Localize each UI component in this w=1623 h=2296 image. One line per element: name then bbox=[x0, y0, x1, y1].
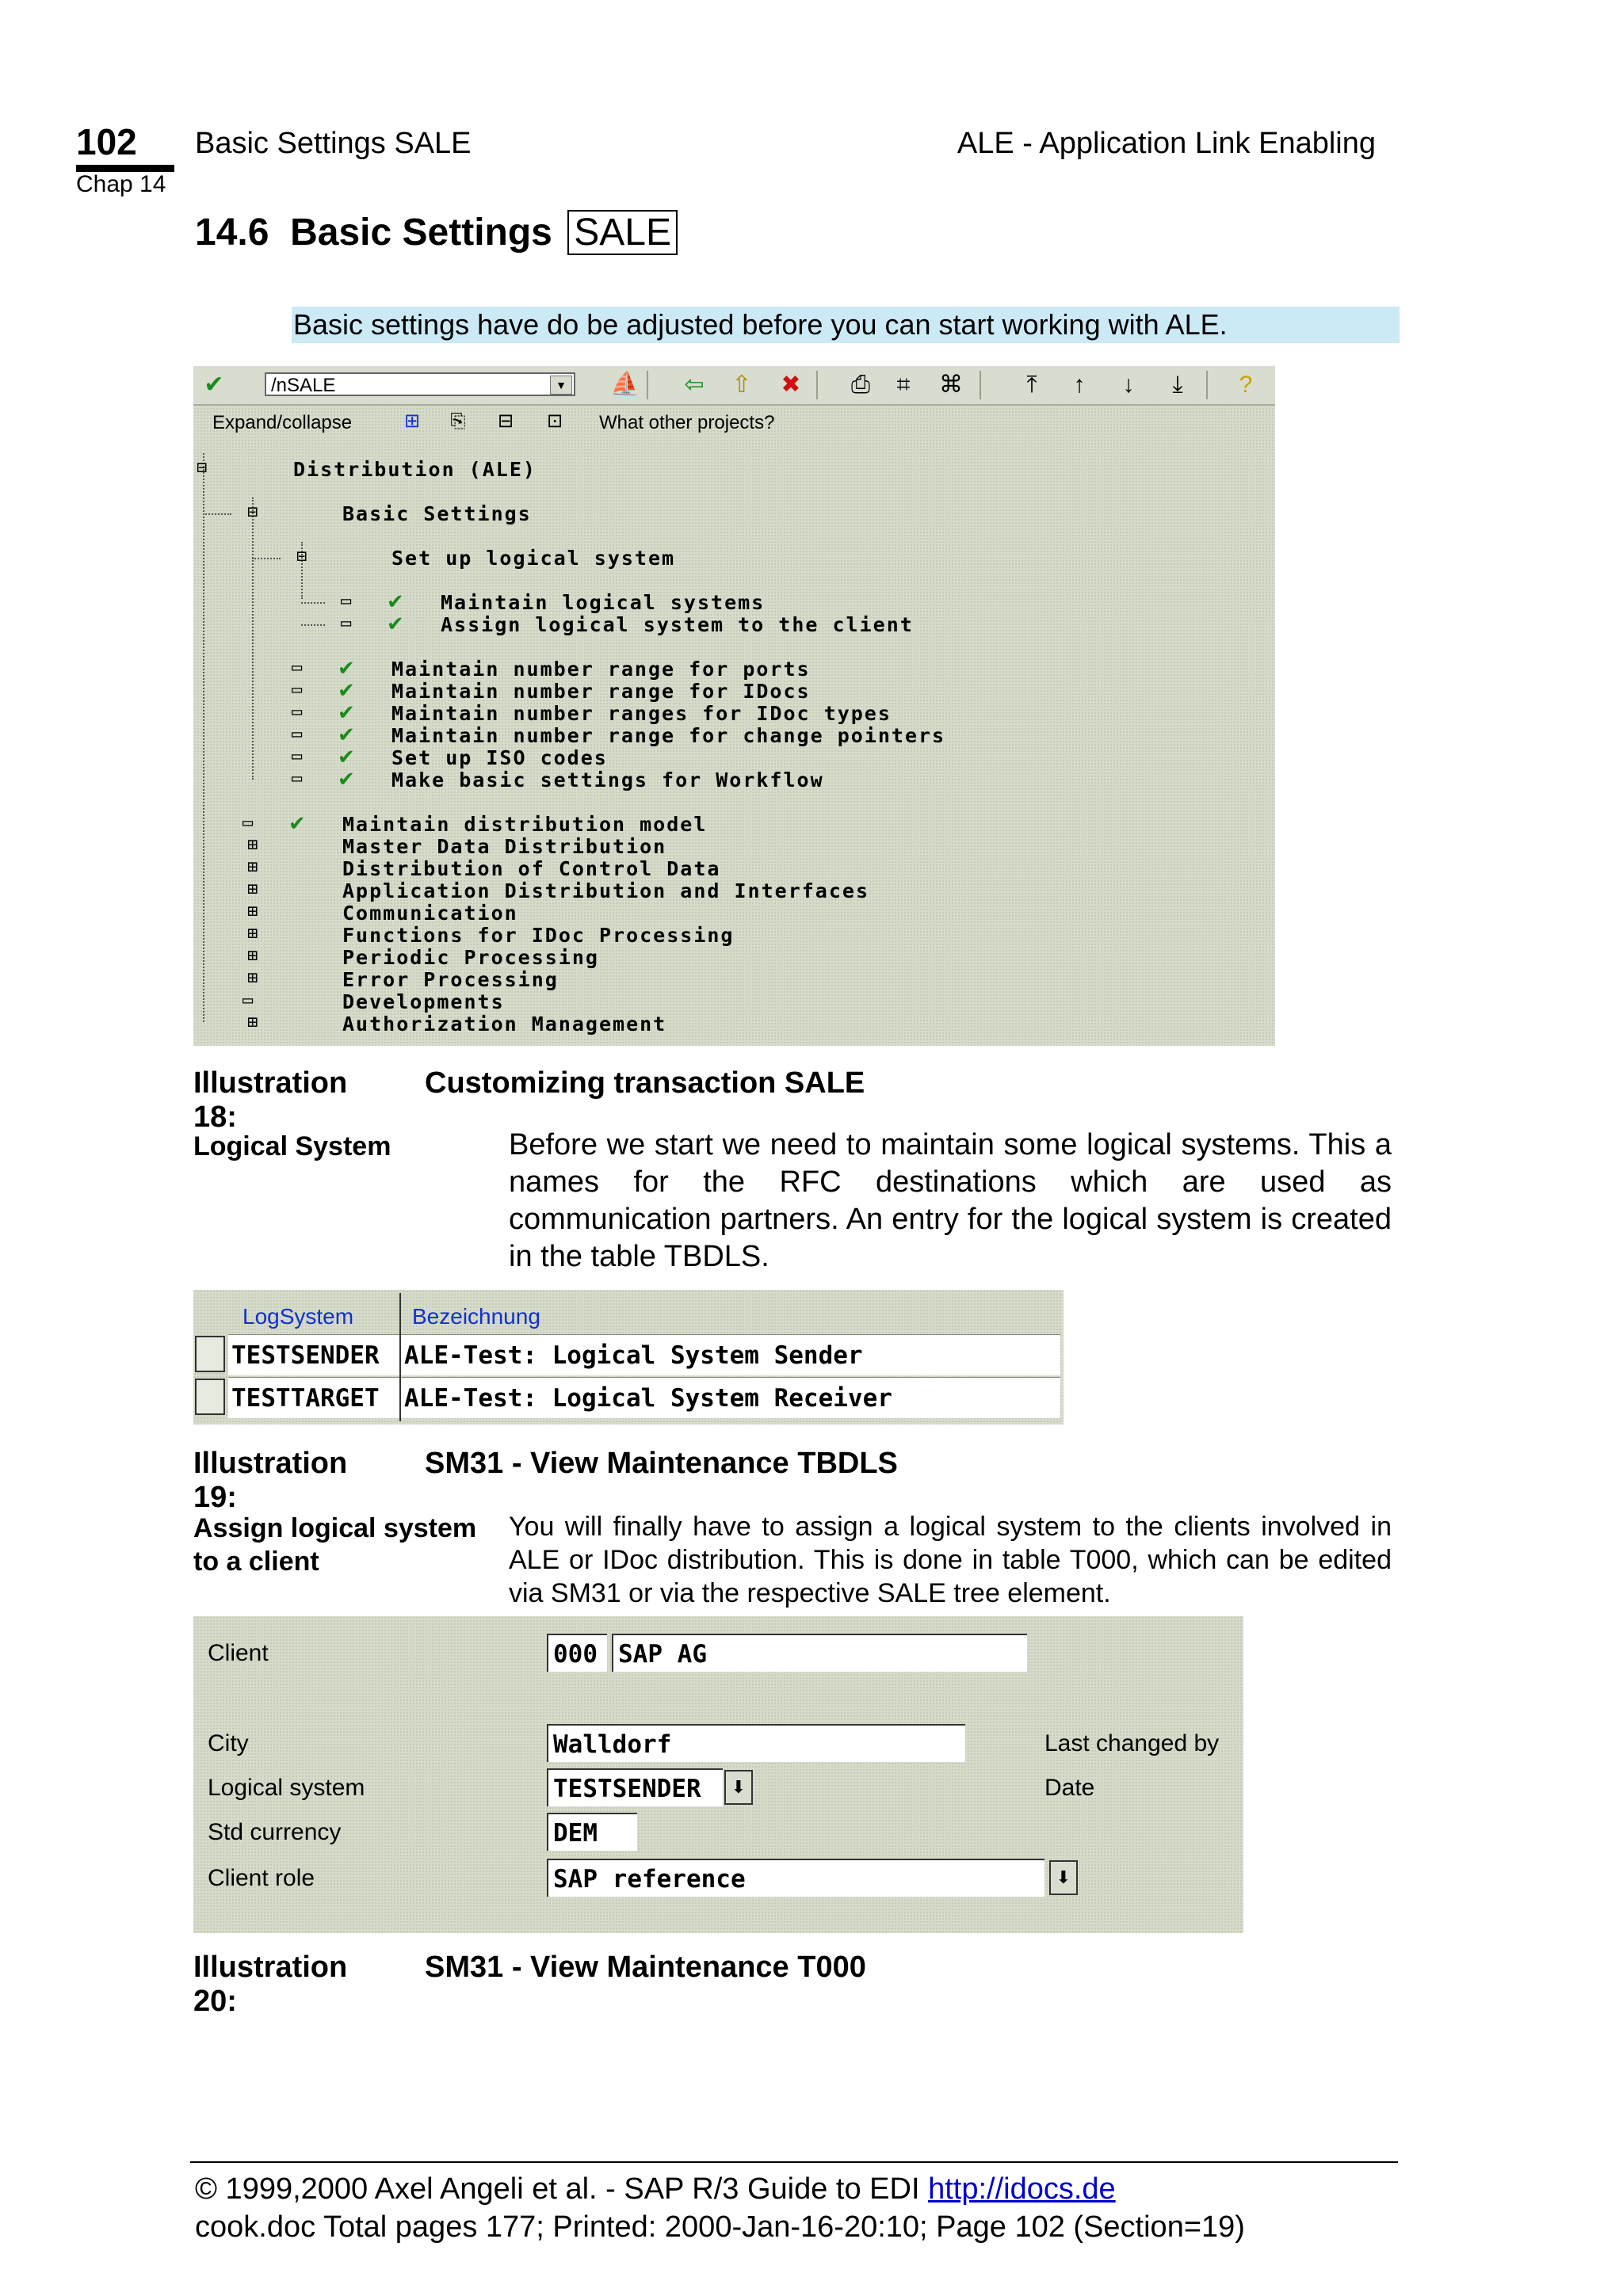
tree-node-control-data[interactable]: Distribution of Control Data bbox=[342, 857, 721, 880]
document-icon: ▭ bbox=[292, 724, 303, 744]
t000-form bbox=[193, 1616, 1243, 1933]
client-role-field[interactable]: SAP reference bbox=[547, 1859, 1044, 1897]
release-notes-icon[interactable]: ⊡ bbox=[546, 410, 563, 432]
cancel-icon[interactable]: ✖ bbox=[781, 372, 801, 398]
chapter-label: Chap 14 bbox=[76, 171, 166, 197]
tree-node-periodic-processing[interactable]: Periodic Processing bbox=[342, 946, 599, 969]
std-currency-label: Std currency bbox=[208, 1819, 342, 1845]
city-field[interactable]: Walldorf bbox=[547, 1724, 965, 1762]
tree-node-error-processing[interactable]: Error Processing bbox=[342, 968, 559, 991]
execute-icon[interactable]: ✔ bbox=[338, 767, 355, 791]
document-icon: ▭ bbox=[242, 813, 254, 833]
side-label-assign bbox=[193, 1512, 476, 1578]
table-cell-description[interactable]: ALE-Test: Logical System Receiver bbox=[401, 1377, 1060, 1418]
side-label-line: to a client bbox=[193, 1547, 319, 1577]
execute-icon[interactable]: ✔ bbox=[387, 612, 404, 635]
expand-collapse-button[interactable]: Expand/collapse bbox=[212, 412, 353, 433]
folder-closed-icon[interactable]: ⊞ bbox=[247, 902, 258, 921]
document-icon: ▭ bbox=[292, 746, 303, 766]
document-icon: ▭ bbox=[292, 658, 303, 677]
document-icon: ▭ bbox=[341, 591, 352, 611]
document-icon: ▭ bbox=[341, 613, 352, 633]
tree-node-number-range-ports[interactable]: Maintain number range for ports bbox=[391, 658, 811, 681]
documentation-icon[interactable]: ⎘ bbox=[450, 410, 466, 432]
first-page-icon[interactable]: ⤒ bbox=[1026, 372, 1037, 398]
previous-page-icon[interactable]: ↑ bbox=[1073, 372, 1086, 398]
header-left-title: Basic Settings SALE bbox=[195, 127, 472, 160]
tree-node-workflow-settings[interactable]: Make basic settings for Workflow bbox=[391, 769, 824, 791]
footer-print-info: cook.doc Total pages 177; Printed: 2000-Jan-16-20:10; Page 102 (Section=19) bbox=[195, 2210, 1245, 2244]
folder-open-icon[interactable]: ⊟ bbox=[197, 458, 208, 478]
section-title bbox=[195, 211, 678, 254]
document-icon: ▭ bbox=[292, 680, 303, 700]
tree-node-assign-logical-system[interactable]: Assign logical system to the client bbox=[441, 613, 914, 636]
table-cell-logsystem[interactable]: TESTSENDER bbox=[228, 1334, 399, 1375]
next-page-icon[interactable]: ↓ bbox=[1122, 372, 1135, 398]
last-page-icon[interactable]: ⤓ bbox=[1172, 372, 1183, 398]
logical-system-field[interactable]: TESTSENDER bbox=[547, 1768, 723, 1806]
tree-node-set-up-logical-system[interactable]: Set up logical system bbox=[391, 547, 676, 570]
std-currency-field[interactable]: DEM bbox=[547, 1813, 637, 1851]
folder-open-icon[interactable]: ⊟ bbox=[247, 502, 258, 522]
section-number: 14.6 bbox=[195, 212, 269, 254]
section-title-boxed: SALE bbox=[567, 210, 678, 255]
tree-node-number-range-idocs[interactable]: Maintain number range for IDocs bbox=[391, 680, 811, 703]
execute-icon[interactable]: ✔ bbox=[338, 678, 355, 702]
caption-label: Illustration 19: bbox=[193, 1447, 348, 1514]
date-label: Date bbox=[1044, 1775, 1095, 1801]
tree-node-basic-settings[interactable]: Basic Settings bbox=[342, 502, 532, 525]
tree-node-distribution-ale[interactable]: Distribution (ALE) bbox=[293, 458, 537, 481]
side-label-logical-system: Logical System bbox=[193, 1131, 391, 1161]
folder-closed-icon[interactable]: ⊞ bbox=[247, 1013, 258, 1032]
tree-node-idoc-processing[interactable]: Functions for IDoc Processing bbox=[342, 924, 735, 947]
caption-label: Illustration 18: bbox=[193, 1066, 348, 1134]
tree-node-communication[interactable]: Communication bbox=[342, 902, 518, 925]
row-select-box[interactable] bbox=[195, 1336, 225, 1372]
folder-closed-icon[interactable]: ⊞ bbox=[247, 857, 258, 877]
tree-node-developments[interactable]: Developments bbox=[342, 990, 505, 1013]
column-header-bezeichnung[interactable]: Bezeichnung bbox=[412, 1304, 540, 1329]
tree-node-application-distribution[interactable]: Application Distribution and Interfaces bbox=[342, 879, 869, 902]
tree-node-iso-codes[interactable]: Set up ISO codes bbox=[391, 746, 608, 769]
enter-check-icon[interactable]: ✔ bbox=[204, 372, 224, 398]
find-icon[interactable]: ⌗ bbox=[896, 372, 911, 398]
client-name-field[interactable]: SAP AG bbox=[612, 1634, 1027, 1672]
footer-rule bbox=[190, 2161, 1398, 2163]
tree-node-master-data[interactable]: Master Data Distribution bbox=[342, 835, 667, 858]
command-dropdown-icon[interactable]: ▼ bbox=[550, 376, 572, 395]
command-field[interactable] bbox=[265, 372, 575, 396]
structure-icon[interactable]: ⊞ bbox=[403, 410, 421, 432]
section-title-text: Basic Settings bbox=[290, 212, 552, 254]
client-role-label: Client role bbox=[208, 1865, 315, 1891]
execute-icon[interactable]: ✔ bbox=[338, 723, 355, 746]
execute-icon[interactable]: ✔ bbox=[338, 656, 355, 680]
footer-copyright bbox=[195, 2172, 1116, 2206]
folder-closed-icon[interactable]: ⊞ bbox=[247, 879, 258, 899]
document-icon: ▭ bbox=[242, 990, 254, 1010]
row-select-box[interactable] bbox=[195, 1379, 225, 1415]
tbdls-table bbox=[193, 1290, 1064, 1425]
tree-node-number-ranges-idoc-types[interactable]: Maintain number ranges for IDoc types bbox=[391, 702, 892, 725]
caption-text: SM31 - View Maintenance TBDLS bbox=[425, 1447, 898, 1480]
execute-icon[interactable]: ✔ bbox=[288, 811, 306, 835]
hierarchy-icon[interactable]: ⊟ bbox=[497, 410, 514, 432]
dropdown-arrow-icon[interactable]: ⬇ bbox=[1049, 1860, 1078, 1895]
folder-open-icon[interactable]: ⊟ bbox=[296, 547, 307, 566]
city-label: City bbox=[208, 1730, 249, 1756]
footer-link[interactable]: http://idocs.de bbox=[928, 2172, 1116, 2206]
client-number-field[interactable]: 000 bbox=[547, 1634, 607, 1672]
execute-icon[interactable]: ✔ bbox=[338, 745, 355, 769]
command-field-value: /nSALE bbox=[271, 375, 336, 396]
find-next-icon[interactable]: ⌘ bbox=[939, 372, 963, 398]
logical-system-paragraph: Before we start we need to maintain some logical systems. This a names for the RFC destinations which are used as communication partners. An entry for the logical system is created in the table TBDLS. bbox=[509, 1128, 1392, 1273]
page-number: 102 bbox=[76, 121, 137, 162]
client-label: Client bbox=[208, 1640, 269, 1666]
other-projects-button[interactable]: What other projects? bbox=[599, 412, 775, 433]
copyright-text: © 1999,2000 Axel Angeli et al. - SAP R/3 Guide to EDI bbox=[195, 2172, 920, 2206]
execute-icon[interactable]: ✔ bbox=[338, 700, 355, 724]
side-label-line: Assign logical system bbox=[193, 1513, 477, 1543]
dropdown-arrow-icon[interactable]: ⬇ bbox=[724, 1770, 753, 1805]
folder-closed-icon[interactable]: ⊞ bbox=[247, 946, 258, 966]
folder-closed-icon[interactable]: ⊞ bbox=[247, 968, 258, 988]
tree-node-maintain-logical-systems[interactable]: Maintain logical systems bbox=[441, 591, 766, 614]
table-cell-logsystem[interactable]: TESTTARGET bbox=[228, 1377, 399, 1418]
header-right-title: ALE - Application Link Enabling bbox=[957, 127, 1376, 160]
last-changed-label: Last changed by bbox=[1044, 1730, 1220, 1756]
save-icon[interactable]: ⛵ bbox=[610, 372, 640, 398]
help-icon[interactable]: ? bbox=[1239, 372, 1253, 398]
logical-system-label: Logical system bbox=[208, 1775, 365, 1801]
assign-paragraph: You will finally have to assign a logical system to the clients involved in ALE or IDoc distribution. This is done in table T000, which can be edited via SM31 or via the respective SALE tree element. bbox=[509, 1512, 1392, 1608]
sap-screen-sale bbox=[193, 366, 1275, 1046]
caption-text: SM31 - View Maintenance T000 bbox=[425, 1951, 866, 1984]
sap-toolbar bbox=[193, 366, 1275, 406]
column-header-logsystem[interactable]: LogSystem bbox=[242, 1304, 354, 1329]
execute-icon[interactable]: ✔ bbox=[387, 589, 404, 613]
tree-node-authorization[interactable]: Authorization Management bbox=[342, 1013, 667, 1035]
table-cell-description[interactable]: ALE-Test: Logical System Sender bbox=[401, 1334, 1060, 1375]
folder-closed-icon[interactable]: ⊞ bbox=[247, 924, 258, 944]
caption-label: Illustration 20: bbox=[193, 1951, 348, 2018]
caption-text: Customizing transaction SALE bbox=[425, 1066, 865, 1100]
document-icon: ▭ bbox=[292, 769, 303, 788]
document-icon: ▭ bbox=[292, 702, 303, 722]
application-toolbar bbox=[193, 407, 1275, 441]
tree-node-distribution-model[interactable]: Maintain distribution model bbox=[342, 813, 708, 836]
print-icon[interactable]: ⎙ bbox=[851, 372, 870, 398]
highlight-note: Basic settings have do be adjusted before you can start working with ALE. bbox=[292, 307, 1400, 343]
tree-node-number-range-change-pointers[interactable]: Maintain number range for change pointers bbox=[391, 724, 946, 747]
back-icon[interactable]: ⇦ bbox=[684, 372, 705, 398]
folder-closed-icon[interactable]: ⊞ bbox=[247, 835, 258, 855]
exit-icon[interactable]: ⇧ bbox=[731, 372, 752, 398]
